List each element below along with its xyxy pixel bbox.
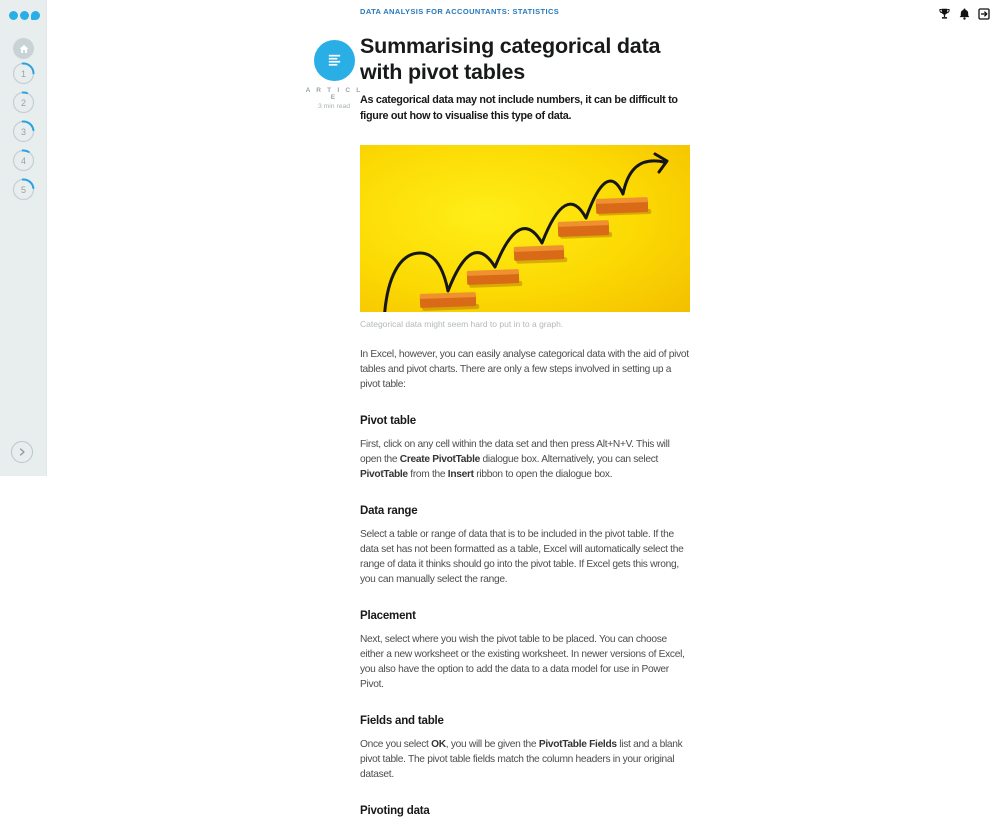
sidebar-step-1[interactable] [12,62,35,85]
page-title: Summarising categorical data with pivot tables [360,34,661,84]
section-paragraph: Once you select OK, you will be given the PivotTable Fields list and a blank pivot table. The pivot table fields match the column headers in your original dataset. [360,739,683,780]
svg-text:1: 1 [20,68,27,79]
chevron-right-icon [17,447,27,457]
section-paragraph: Next, select where you wish the pivot table to be placed. You can choose either a new worksheet or the existing worksheet. In newer versions of Excel, you also have the option to add the data to a data model for use in Power Pivot. [360,634,685,690]
progress-steps [12,62,35,201]
article-lines-icon [325,51,344,70]
article-type-badge [303,40,365,110]
home-button[interactable] [13,38,34,59]
home-icon [18,43,30,55]
intro-paragraph: In Excel, however, you can easily analyse categorical data with the aid of pivot tables and pivot charts. There are only a few steps involved in setting up a pivot table: [360,349,689,390]
hero-image [360,145,690,312]
signout-button[interactable] [976,6,992,22]
section-heading: Pivoting data [360,805,430,817]
svg-text:2: 2 [20,97,27,108]
section-heading: Fields and table [360,715,444,727]
sidebar [0,0,47,476]
logo-dot-icon [31,11,40,20]
hero-caption: Categorical data might seem hard to put in to a graph. [360,319,564,329]
svg-text:5: 5 [20,184,27,195]
sidebar-step-4[interactable] [12,149,35,172]
notifications-button[interactable] [956,6,972,22]
svg-text:4: 4 [20,155,27,166]
next-step-button[interactable] [11,441,33,463]
sidebar-step-2[interactable] [12,91,35,114]
section-paragraph: Select a table or range of data that is to be included in the pivot table. If the data set has not been formatted as a table, Excel will automatically select the range of data it thinks should go into the pivot table. If Excel gets this wrong, you can manually select the range. [360,529,684,585]
article-body [360,347,692,819]
bell-icon [958,7,971,21]
trophy-icon [938,7,951,21]
logo-dot-icon [9,11,18,20]
signout-icon [977,7,991,21]
article-lead: As categorical data may not include numbers, it can be difficult to figure out how to visualise this type of data. [360,94,678,122]
section-heading: Data range [360,505,418,517]
sidebar-step-5[interactable] [12,178,35,201]
breadcrumb[interactable]: DATA ANALYSIS FOR ACCOUNTANTS: STATISTICS [360,7,560,16]
svg-text:3: 3 [20,126,27,137]
logo-dot-icon [20,11,29,20]
section-heading: Placement [360,610,416,622]
sidebar-step-3[interactable] [12,120,35,143]
article-type-label: A R T I C L E [305,87,363,101]
section-heading: Pivot table [360,415,416,427]
brand-logo[interactable] [9,11,40,20]
read-time: 3 min read [317,103,351,110]
section-paragraph: First, click on any cell within the data set and then press Alt+N+V. This will open the Create PivotTable dialogue box. Alternatively, you can select PivotTable from the Insert ribbon to open the dialogue box. [360,439,670,480]
achievements-button[interactable] [936,6,952,22]
topbar-icons [936,6,992,22]
article-icon [314,40,355,81]
